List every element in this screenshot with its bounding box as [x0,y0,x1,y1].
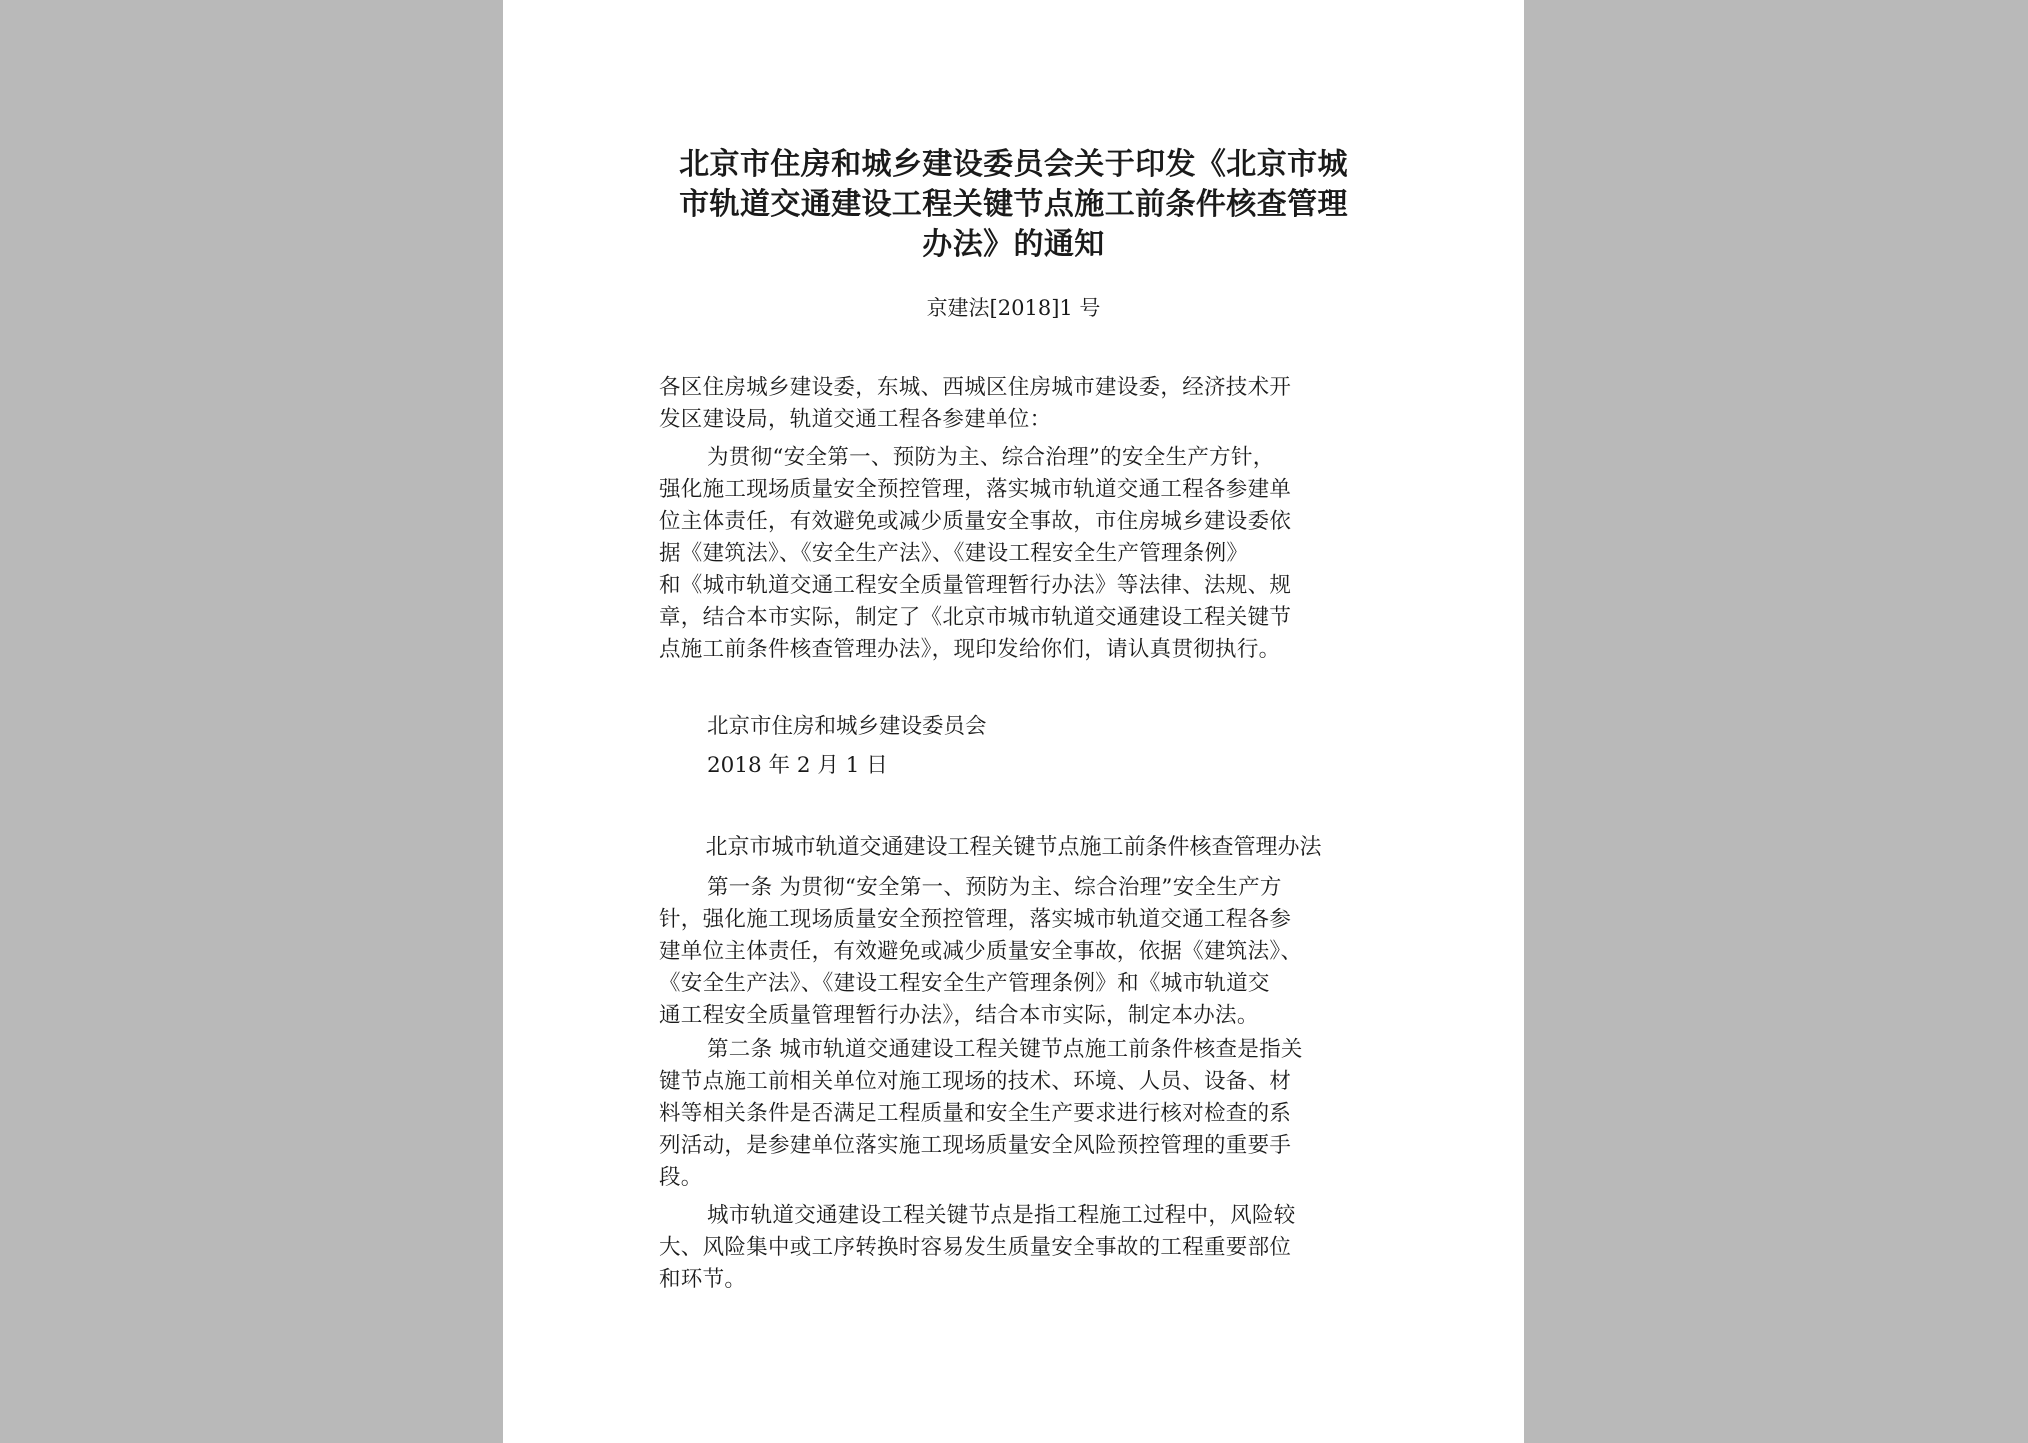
paragraph-line: 段。 [659,1165,703,1190]
paragraph-line: 大、风险集中或工序转换时容易发生质量安全事故的工程重要部位 [659,1235,1292,1260]
paragraph-line: 针，强化施工现场质量安全预控管理，落实城市轨道交通工程各参 [659,907,1292,932]
document-number: 京建法[2018]1 号 [926,296,1101,320]
article-2 [659,1034,1379,1194]
paragraph-line: 和环节。 [659,1267,747,1292]
paragraph-line: 建单位主体责任，有效避免或减少质量安全事故，依据《建筑法》、 [659,939,1303,964]
paragraph-line: 为贯彻“安全第一、预防为主、综合治理”的安全生产方针， [707,445,1275,470]
regulation-title: 北京市城市轨道交通建设工程关键节点施工前条件核查管理办法 [705,835,1322,860]
signature-org: 北京市住房和城乡建设委员会 [707,714,987,739]
paragraph-line: 强化施工现场质量安全预控管理，落实城市轨道交通工程各参建单 [659,477,1292,502]
document-page [503,0,1524,1443]
paragraph-line: 第二条 城市轨道交通建设工程关键节点施工前条件核查是指关 [707,1037,1303,1062]
paragraph-line: 据《建筑法》、《安全生产法》、《建设工程安全生产管理条例》 [659,541,1249,566]
title-line: 办法》的通知 [922,227,1105,262]
intro-paragraph [659,442,1379,666]
addressee-block [659,372,1379,436]
paragraph-line: 通工程安全质量管理暂行办法》，结合本市实际，制定本办法。 [659,1003,1259,1028]
paragraph-line: 《安全生产法》、《建设工程安全生产管理条例》和《城市轨道交 [659,971,1270,996]
paragraph-line: 章，结合本市实际，制定了《北京市城市轨道交通建设工程关键节 [659,605,1292,630]
paragraph-line: 列活动，是参建单位落实施工现场质量安全风险预控管理的重要手 [659,1133,1292,1158]
addressee-line: 发区建设局，轨道交通工程各参建单位： [659,407,1052,432]
paragraph-line: 键节点施工前相关单位对施工现场的技术、环境、人员、设备、材 [659,1069,1292,1094]
addressee-line: 各区住房城乡建设委，东城、西城区住房城市建设委，经济技术开 [659,375,1292,400]
paragraph-line: 点施工前条件核查管理办法》，现印发给你们，请认真贯彻执行。 [659,637,1281,662]
title-line: 市轨道交通建设工程关键节点施工前条件核查管理 [679,187,1348,222]
title-line: 北京市住房和城乡建设委员会关于印发《北京市城 [679,147,1348,182]
paragraph-line: 城市轨道交通建设工程关键节点是指工程施工过程中，风险较 [707,1203,1296,1228]
document-title [503,145,1524,265]
paragraph-line: 位主体责任，有效避免或减少质量安全事故，市住房城乡建设委依 [659,509,1292,534]
article-1 [659,872,1379,1032]
paragraph-line: 料等相关条件是否满足工程质量和安全生产要求进行核对检查的系 [659,1101,1292,1126]
paragraph-line: 和《城市轨道交通工程安全质量管理暂行办法》等法律、法规、规 [659,573,1292,598]
article-2-continued [659,1200,1379,1296]
paragraph-line: 第一条 为贯彻“安全第一、预防为主、综合治理”安全生产方 [707,875,1282,900]
signature-date: 2018 年 2 月 1 日 [707,753,888,778]
